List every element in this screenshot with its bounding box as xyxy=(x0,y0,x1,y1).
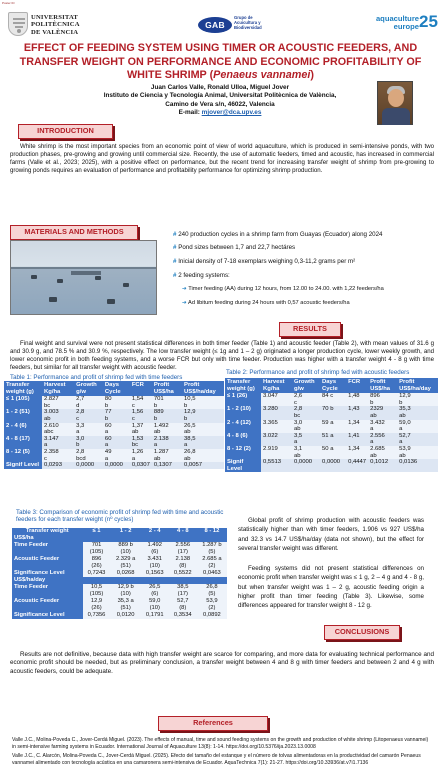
table-cell: 1,37 ab xyxy=(130,423,152,436)
table-cell: 889 b xyxy=(152,409,182,422)
table1 xyxy=(4,381,224,469)
aqe-year: 25 xyxy=(419,12,438,31)
table1-caption: Table 1: Performance and profit of shrimp fed with time feeders xyxy=(10,374,183,381)
introduction-text: White shrimp is the most important species from an economic point of view of world aquaculture, which is produced in semi-intensive ponds, with two production phases, pre-growing and growing until commercial size. Recently, the use of automatic feeders, timed and acoustic, has increased in commercial farms (Valle et al., 2023; 2025), with a positive effect on performance, but the recent trend for increasing transfer weight of shrimp from pre-growing to growing ponds requires an evaluation of performance and profitability performance for optimizing shrimp production. xyxy=(10,143,434,174)
column-header: Harvest Kg/ha xyxy=(42,381,74,396)
table-cell: 2.556 (17) xyxy=(169,542,197,556)
table-row xyxy=(12,612,227,619)
title-close: ) xyxy=(310,69,315,81)
table-cell: 52,7 a xyxy=(397,433,438,446)
upv-logo xyxy=(8,12,94,38)
table-cell: 26,8 ab xyxy=(182,449,224,462)
unit-label: US$/ha/day xyxy=(12,577,227,584)
conclusions-text: Results are not definitive, because data with high transfer weight are scarce for comparing, and more data for evaluating technical performance and economic profit should be needed, but as preliminary conclusion, a transfer weight between 4 and 8 g with timer feeders and between 2 and 4 g with acoustic feeders, could be adequate. xyxy=(10,651,434,675)
table2-caption: Table 2: Performance and profit of shrimp fed with acoustic feeders xyxy=(226,369,410,376)
table-cell: 1,34 xyxy=(346,446,368,459)
table-cell: 0,0892 xyxy=(197,612,227,619)
row-header: 2 - 4 (6) xyxy=(4,423,42,436)
table-cell: 60 a xyxy=(103,423,130,436)
table-cell: 35,3 ab xyxy=(397,406,438,419)
reference-item: Valle J.C., C. Alarcón, Molina-Poveda C., Jover-Cerdá Miguel. (2025). Efecto del tamaño del estanque y el número de tolvas alimentadoras en la productividad del camarón Penaeus vannamei alimentado con tecnología acústica en una camaronera semi-intensiva de Ecuador. AquaTechnica 7(1): 21-27. https://doi.org/10.33936/at.v7i1.7136 xyxy=(12,753,421,766)
table-cell: 3.022 xyxy=(261,433,292,446)
references-heading: References xyxy=(158,716,268,731)
table-cell: 3.431 (10) xyxy=(141,556,169,570)
table-cell: 1,56 c xyxy=(130,409,152,422)
shrimp-farm-photo xyxy=(10,240,157,315)
table-cell: 0,5513 xyxy=(261,459,292,472)
table-cell: 0,0463 xyxy=(197,570,227,577)
table-cell: 1,54 c xyxy=(130,396,152,409)
table-cell: 0,0000 xyxy=(74,462,103,469)
upv-shield-icon xyxy=(8,12,28,36)
discussion-text-1: Global profit of shrimp production with acoustic feeders was statistically higher than with timer feeders, 1.906 vs 927 US$/ha and 32.3 vs 14.7 US$/ha/day (data not shown), but the effect for several transfer weight was different. xyxy=(238,517,424,552)
table-cell: 0,7243 xyxy=(83,570,111,577)
table-cell: 0,1307 xyxy=(152,462,182,469)
column-header: Profit US$/ha/day xyxy=(397,378,438,393)
table-cell: 2,7 d xyxy=(74,396,103,409)
table-cell: 0,1012 xyxy=(368,459,397,472)
table-cell: 3,5 a xyxy=(292,433,320,446)
table-cell: 53,9 ab xyxy=(397,446,438,459)
column-header: Days Cycle xyxy=(320,378,346,393)
methods-item: # 2 feeding systems: xyxy=(173,272,230,279)
table-cell: 3,3 a xyxy=(74,423,103,436)
row-header: 4 - 8 (17) xyxy=(4,436,42,449)
email-label: E-mail: xyxy=(178,109,202,117)
table-cell: 0,0000 xyxy=(320,459,346,472)
table-row xyxy=(4,409,224,422)
authors-block xyxy=(80,84,360,118)
table-header-row xyxy=(12,528,227,535)
table-cell: 0,0000 xyxy=(103,462,130,469)
table-row xyxy=(4,462,224,469)
methods-item: # 240 production cycles in a shrimp farm from Guayas (Ecuador) along 2024 xyxy=(173,231,383,238)
table-cell: 26,8 (5) xyxy=(197,584,227,598)
unit-row xyxy=(12,535,227,542)
table-cell: 2.556 a xyxy=(368,433,397,446)
table-row xyxy=(225,406,438,419)
table-cell: 3,1 ab xyxy=(292,446,320,459)
table2 xyxy=(225,378,438,472)
aqe-name: aquaculture europe xyxy=(375,14,419,31)
table-cell: 52,7 (8) xyxy=(169,598,197,612)
reference-item: Valle J.C., Molina-Poveda C., Jover-Cerdá Miguel. (2023). The effects of manual, time and sound feeding systems on the growth and production of white shrimp (Litopenaeus vannamei) in semi-intensive farming systems in Ecuador. International Journal of Aquaculture 13(8): 1-14. https://doi.org/10.5376/ija.2023.13.0008 xyxy=(12,737,429,750)
table-cell: 0,0307 xyxy=(131,462,150,469)
table-cell: 2.919 xyxy=(261,446,292,459)
author-names: Juan Carlos Valle, Ronald Ulloa, Miguel Jover xyxy=(150,84,290,91)
table-cell: 2,8 c xyxy=(74,409,103,422)
table-cell: 3.365 xyxy=(261,420,292,433)
column-header: Profit US$/ha xyxy=(152,381,182,396)
row-header: Acoustic Feeder xyxy=(12,598,83,612)
table-cell: 59,0 (10) xyxy=(141,598,169,612)
references-list xyxy=(12,737,432,766)
column-header: Growth g/w xyxy=(292,378,320,393)
table-cell: 2.827 bc xyxy=(42,396,74,409)
table-cell: 896 b xyxy=(368,393,397,406)
table-cell: 0,0120 xyxy=(111,612,141,619)
author-address: Camino de Vera s/n, 46022, Valencia xyxy=(165,100,275,108)
row-header: 8 - 12 (5) xyxy=(4,449,42,462)
table-row xyxy=(4,449,224,462)
author-email-line xyxy=(80,109,360,117)
column-header: Transfer weight (g) xyxy=(4,381,42,396)
table-cell: 12,9 (26) xyxy=(83,598,111,612)
table-cell: 1.492 (6) xyxy=(141,542,169,556)
table-cell: 0,1791 xyxy=(141,612,169,619)
table-cell: 3.280 xyxy=(261,406,292,419)
methods-subitem: ➔ Ad libitum feeding during 24 hours with 0,57 acoustic feeders/ha xyxy=(182,300,350,306)
table-cell: 0,1563 xyxy=(141,570,169,577)
row-header: Acoustic Feeder xyxy=(12,556,83,570)
table-cell: 0,0000 xyxy=(292,459,320,472)
table-cell: 3,0 ab xyxy=(292,420,320,433)
table-row xyxy=(4,423,224,436)
column-header: 1 - 2 xyxy=(111,528,141,535)
aquaculture-europe-logo xyxy=(355,10,437,44)
table-cell: 10,5 (105) xyxy=(83,584,111,598)
results-heading: RESULTS xyxy=(279,322,341,337)
table-cell: 2.685 a (2) xyxy=(197,556,227,570)
title-species: Penaeus vannamei xyxy=(213,69,311,81)
column-header: FCR xyxy=(346,378,368,393)
table3 xyxy=(12,528,227,619)
table-cell: 1,41 xyxy=(346,433,368,446)
table-cell: 70 b xyxy=(320,406,346,419)
results-text: Final weight and survival were not present statistical differences in both timer feeder (Table 1) and acoustic feeder (Table 2), with mean values of 31.6 g and 30.9 g, and 78.5 % and 30.9 %, respectively. The low transfer weight (≤ 1g and 1 – 2 g) originated a longer production cycle, lower weekly growth, and lower economic profit in both feeding systems, and a worse FCR but only with time feeder. Production was higher with a transfer weight 4 - 8 g with time feeders, but similar for all transfer weight with acoustic feeder. xyxy=(10,340,434,371)
table-cell: 889 b (10) xyxy=(111,542,141,556)
table-cell: 1.287 b (5) xyxy=(197,542,227,556)
author-photo xyxy=(377,81,413,125)
column-header: Transfer weight (g) xyxy=(225,378,261,393)
table-cell: 1,53 bc xyxy=(130,436,152,449)
row-header: Time Feeder xyxy=(12,584,83,598)
table-cell: 1,43 xyxy=(346,406,368,419)
table-cell: 80 b xyxy=(103,396,130,409)
table-cell: 0,0293 xyxy=(42,462,74,469)
column-header: Transfer weight xyxy=(12,528,83,535)
gab-acronym: GAB xyxy=(198,17,232,33)
table-cell: 60 a xyxy=(103,436,130,449)
table-header-row xyxy=(225,378,438,393)
title-main: EFFECT OF FEEDING SYSTEM USING TIMER OR ACOUSTIC FEEDERS, AND TRANSFER WEIGHT ON PERFORMANCE AND ECONOMIC PROFITABILITY OF WHITE SHRIMP ( xyxy=(19,42,422,81)
table-row xyxy=(225,420,438,433)
table-row xyxy=(12,542,227,556)
upv-name: UNIVERSITAT POLITÈCNICA DE VALÈNCIA xyxy=(31,14,80,36)
row-header: ≤ 1 (26) xyxy=(225,393,261,406)
poster-title xyxy=(6,42,435,83)
table-cell: 10,5 b xyxy=(182,396,224,409)
table3-caption: Table 3: Comparison of economic profit of shrimp fed with time and acoustic feeders for each transfer weight (nº cycles) xyxy=(16,509,224,524)
table-cell: 701 (105) xyxy=(83,542,111,556)
table-cell: 12,9 b xyxy=(397,393,438,406)
table-cell: 2.329 a (51) xyxy=(111,556,141,570)
corner-label: Poster ID xyxy=(2,1,15,5)
row-header: Time Feeder xyxy=(12,542,83,556)
table-cell: 3.047 xyxy=(261,393,292,406)
row-header: Significance Level xyxy=(12,612,83,619)
table-row xyxy=(4,436,224,449)
table-row xyxy=(4,396,224,409)
column-header: Days Cycle xyxy=(103,381,130,396)
table-row xyxy=(225,433,438,446)
row-header: Signif Level xyxy=(4,462,42,469)
row-header: 4 - 8 (6) xyxy=(225,433,261,446)
methods-subitem: ➔ Timer feeding (AA) during 12 hours, from 12.00 to 24.00. with 1,22 feeders/ha xyxy=(182,286,384,292)
gab-logo xyxy=(198,14,274,38)
table-row xyxy=(12,598,227,612)
table-cell: 26,5 (6) xyxy=(141,584,169,598)
unit-label: US$/ha xyxy=(12,535,227,542)
table-cell: 1,34 xyxy=(346,420,368,433)
table-cell: 3.003 ab xyxy=(42,409,74,422)
table-cell: 50 a xyxy=(320,446,346,459)
table-cell: 51 a xyxy=(320,433,346,446)
table-cell: 2329 ab xyxy=(368,406,397,419)
table-cell: 1.287 ab xyxy=(152,449,182,462)
table-cell: 0,7356 xyxy=(83,612,111,619)
table-cell: 35,3 a (51) xyxy=(111,598,141,612)
table-cell: 53,9 (2) xyxy=(197,598,227,612)
table-cell: 2.138 (8) xyxy=(169,556,197,570)
table-cell: 12,9 b (10) xyxy=(111,584,141,598)
table-cell: 59,0 a xyxy=(397,420,438,433)
methods-item: # Pond sizes between 1,7 and 22,7 hectáres xyxy=(173,244,296,251)
column-header: Profit US$/ha/day xyxy=(182,381,224,396)
row-header: 8 - 12 (2) xyxy=(225,446,261,459)
column-header: Harvest Kg/ha xyxy=(261,378,292,393)
introduction-heading: INTRODUCTION xyxy=(18,124,113,139)
conclusions-heading: CONCLUSIONS xyxy=(324,625,400,640)
row-header: 1 - 2 (51) xyxy=(4,409,42,422)
table-cell: 2.138 a xyxy=(152,436,182,449)
table-cell: 38,5 (17) xyxy=(169,584,197,598)
table-row xyxy=(225,446,438,459)
column-header: 4 - 8 xyxy=(169,528,197,535)
row-header: 2 - 4 (12) xyxy=(225,420,261,433)
table-cell: 0,5522 xyxy=(169,570,197,577)
table-cell: 2,8 bcd xyxy=(74,449,103,462)
gab-name: Grupo de Acuicultura y Biodiversidad xyxy=(234,15,262,31)
table-cell: 0,3534 xyxy=(169,612,197,619)
table-cell: 26,5 ab xyxy=(182,423,224,436)
table-row xyxy=(12,556,227,570)
table-cell: 2.358 c xyxy=(42,449,74,462)
row-header: 1 - 2 (10) xyxy=(225,406,261,419)
table-cell: 1.492 ab xyxy=(152,423,182,436)
column-header: Growth g/w xyxy=(74,381,103,396)
row-header: Significance Level xyxy=(12,570,83,577)
table-cell: 3.147 a xyxy=(42,436,74,449)
table-cell: 2.610 abc xyxy=(42,423,74,436)
table-cell: 3,0 b xyxy=(74,436,103,449)
table-cell: 38,5 a xyxy=(182,436,224,449)
table-cell: 49 a xyxy=(103,449,130,462)
table-header-row xyxy=(4,381,224,396)
table-cell: 1,48 xyxy=(346,393,368,406)
row-header: ≤ 1 (105) xyxy=(4,396,42,409)
table-cell: 2,8 bc xyxy=(292,406,320,419)
methods-item: # Inicial density of 7-18 exemplars weighing 0,3-11,2 grams per m² xyxy=(173,258,356,265)
column-header: Profit US$/ha xyxy=(368,378,397,393)
discussion-text-2: Feeding systems did not present statistical differences on economic profit when transfer weight was ≤ 1 g, 2 – 4 g and 4 - 8 g, but when transfer weight was 1 – 2 g, acoustic feeding origin a higher profit than timer feeding (Table 3). Likewise, some differences appeared for transfer weight 8 - 12 g. xyxy=(238,565,424,610)
table-cell: 701 b xyxy=(152,396,182,409)
column-header: ≤ 1 xyxy=(83,528,111,535)
table-cell: 896 (26) xyxy=(83,556,111,570)
table-cell: 0,0268 xyxy=(111,570,141,577)
table-cell: 59 a xyxy=(320,420,346,433)
column-header: 8 - 12 xyxy=(197,528,227,535)
table-cell: 12,9 b xyxy=(182,409,224,422)
table-cell: 84 c xyxy=(320,393,346,406)
table-row xyxy=(12,584,227,598)
table-cell: 77 b xyxy=(103,409,130,422)
column-header: 2 - 4 xyxy=(141,528,169,535)
table-cell: 2.685 ab xyxy=(368,446,397,459)
unit-row xyxy=(12,577,227,584)
table-cell: 3.432 a xyxy=(368,420,397,433)
table-row xyxy=(225,393,438,406)
table-cell: 0,4447 xyxy=(346,459,368,472)
row-header: Signif Level xyxy=(225,459,261,472)
table-row xyxy=(12,570,227,577)
table-cell: 1,26 a xyxy=(130,449,152,462)
table-cell: 0,0057 xyxy=(182,462,224,469)
email-link[interactable]: mjover@dca.upv.es xyxy=(201,109,262,117)
table-cell: 0,0136 xyxy=(397,459,438,472)
author-affiliation: Instituto de Ciencia y Tecnología Animal, Universitat Politècnica de València, xyxy=(103,92,337,100)
table-cell: 2,6 c xyxy=(292,393,320,406)
column-header: FCR xyxy=(130,381,152,396)
table-row xyxy=(225,459,438,472)
materials-methods-heading: MATERIALS AND METHODS xyxy=(10,225,138,240)
